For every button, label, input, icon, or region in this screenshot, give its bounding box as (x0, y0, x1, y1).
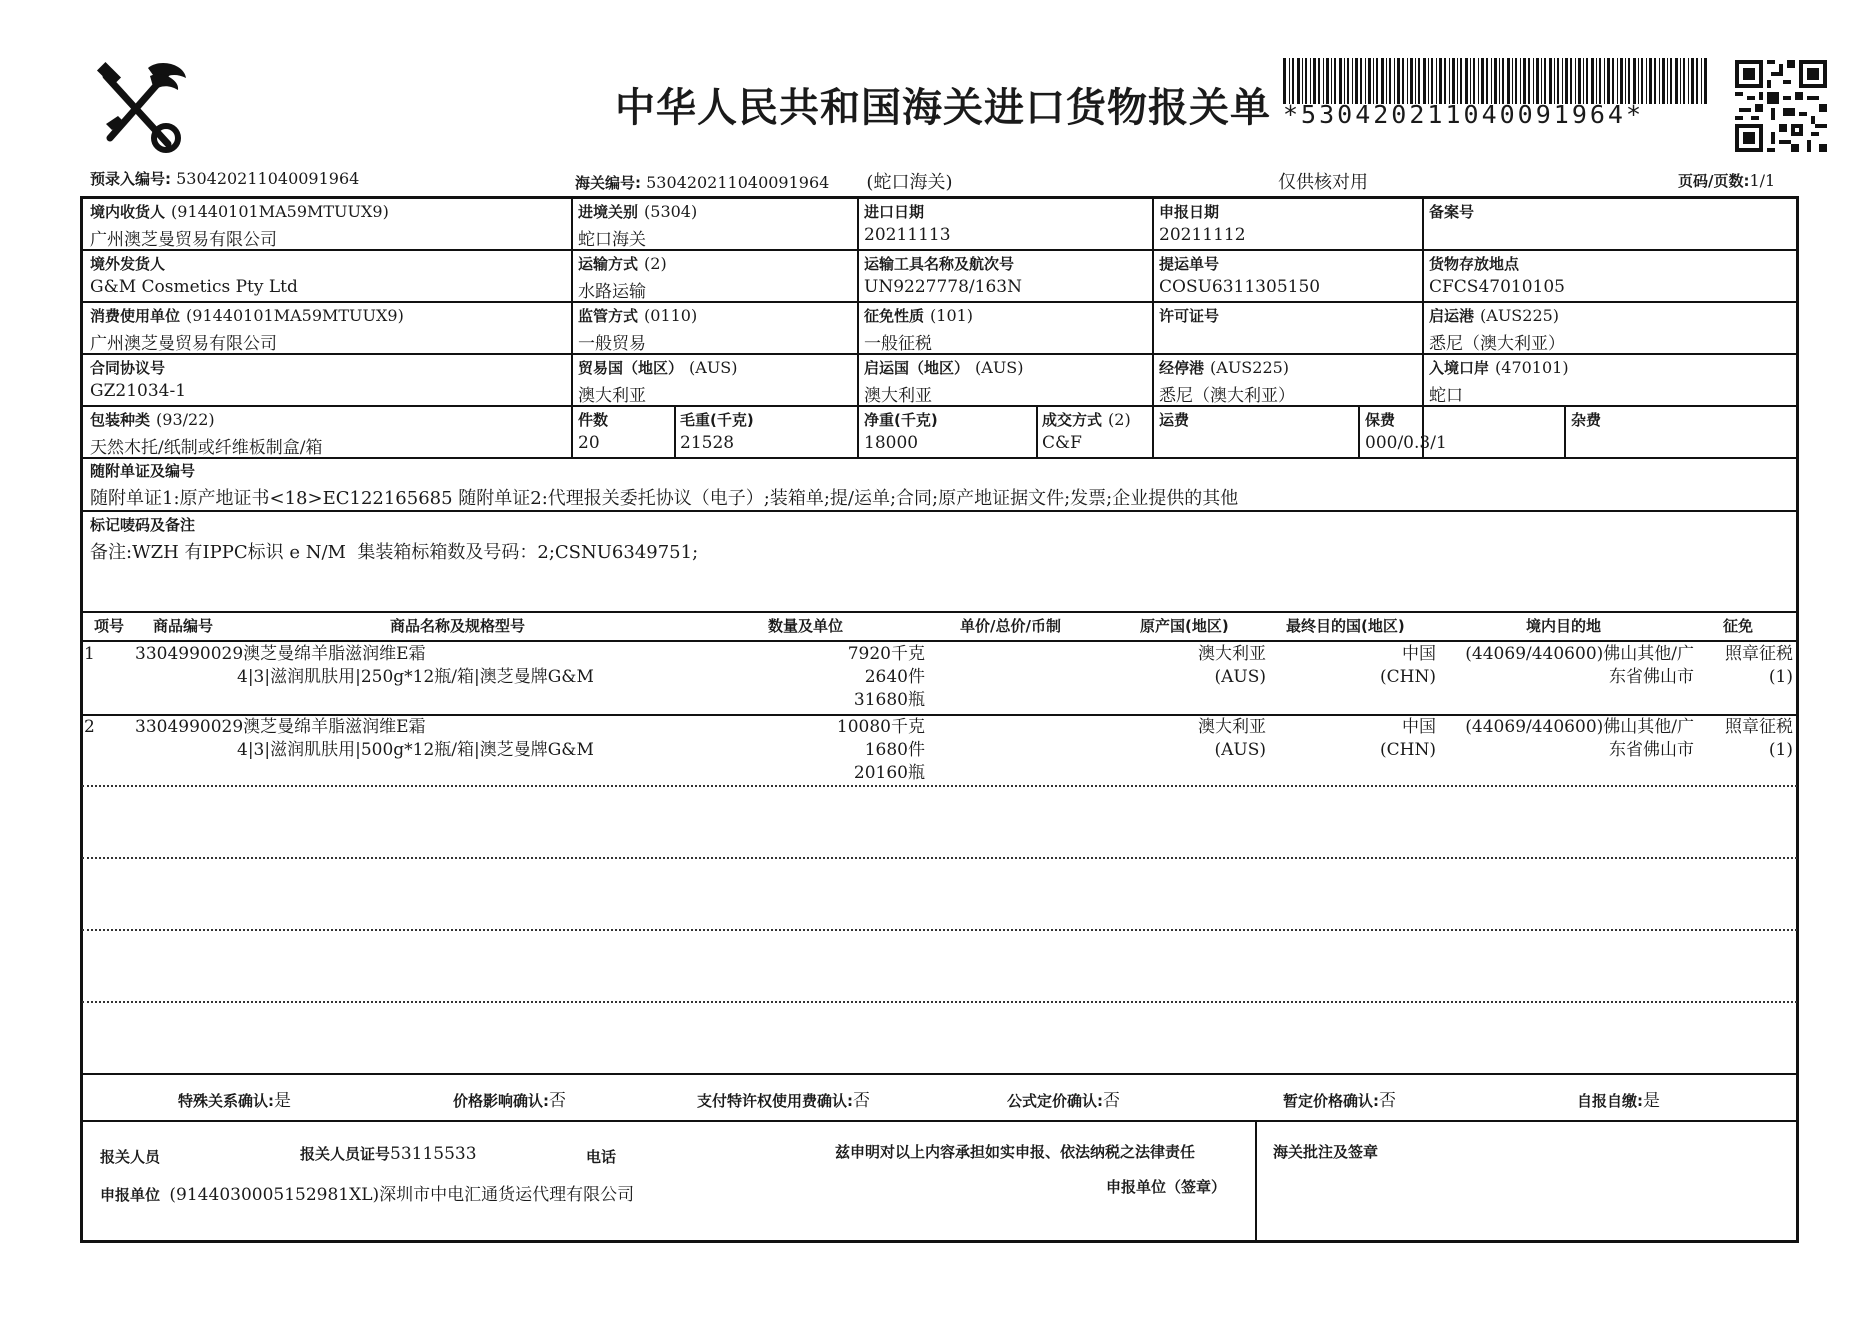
consignee-cell (90, 201, 389, 250)
transit-port-label: 经停港 (1159, 359, 1205, 377)
supervision-label: 监管方式 (578, 307, 639, 325)
barcode (1283, 58, 1709, 104)
row-domestic-dest: (44069/440600)佛山其他/广 (1465, 644, 1694, 664)
pieces-label: 件数 (578, 411, 609, 429)
special-relation-value: 是 (274, 1091, 291, 1111)
vessel-cell (864, 253, 1022, 297)
storage-place-value: CFCS47010105 (1429, 277, 1565, 297)
bill-no-cell (1159, 253, 1320, 297)
col-quantity: 数量及单位 (768, 617, 844, 635)
deal-mode-value: C&F (1042, 433, 1082, 453)
declaring-unit (100, 1180, 634, 1205)
entry-port-value: 蛇口海关 (578, 230, 646, 250)
license-no-cell (1159, 305, 1219, 329)
departure-country-label: 启运国（地区） (864, 359, 970, 377)
phone-label: 电话 (586, 1148, 617, 1166)
contract-no-cell (90, 357, 186, 401)
deal-mode-cell (1042, 409, 1131, 453)
col-domestic-dest: 境内目的地 (1526, 617, 1602, 635)
row-qty-bottles: 31680瓶 (853, 690, 925, 710)
deal-mode-code: (2) (1108, 410, 1131, 429)
documents-label: 随附单证及编号 (90, 462, 196, 480)
row-item-no: 1 (84, 644, 95, 664)
row-spec: 4|3|滋润肌肤用|250g*12瓶/箱|澳芝曼牌G&M (237, 667, 594, 687)
departure-country-code: (AUS) (975, 358, 1024, 377)
misc-cell (1571, 409, 1601, 433)
trade-country-label: 贸易国（地区） (578, 359, 684, 377)
levy-nature-value: 一般征税 (864, 334, 932, 354)
special-relation-label: 特殊关系确认: (178, 1092, 274, 1110)
row-qty-pieces: 1680件 (864, 740, 925, 760)
supervision-cell (578, 305, 697, 354)
barcode-graphic (1283, 58, 1709, 104)
insurance-label: 保费 (1365, 411, 1396, 429)
pre-entry-value: 530420211040091964 (176, 169, 360, 188)
consignee-code: (91440101MA59MTUUX9) (171, 202, 389, 221)
entry-port-code: (5304) (644, 202, 698, 221)
entry-place-label: 入境口岸 (1429, 359, 1490, 377)
transport-mode-code: (2) (644, 254, 667, 273)
pre-entry-number (90, 168, 359, 189)
col-item-no: 项号 (94, 617, 125, 635)
declare-date-value: 20211112 (1159, 225, 1246, 245)
provisional-price-value: 否 (1379, 1091, 1396, 1111)
documents-value: 随附单证1:原产地证书<18>EC122165685 随附单证2:代理报关委托协议（电子）;装箱单;提/运单;合同;原产地证据文件;发票;企业提供的其他 (90, 488, 1239, 509)
page-title: 中华人民共和国海关进口货物报关单 (615, 85, 1271, 131)
transport-mode-label: 运输方式 (578, 255, 639, 273)
departure-port-cell (1429, 305, 1565, 354)
package-type-code: (93/22) (156, 410, 215, 429)
provisional-price-label: 暂定价格确认: (1283, 1092, 1379, 1110)
row-levy-code: (1) (1768, 667, 1793, 687)
shipper-label: 境外发货人 (90, 255, 166, 273)
transport-mode-cell (578, 253, 667, 302)
row-qty-bottles: 20160瓶 (853, 763, 925, 783)
consumer-cell (90, 305, 404, 354)
bill-no-label: 提运单号 (1159, 255, 1220, 273)
check-only-note: 仅供核对用 (1278, 172, 1368, 193)
row-levy-code: (1) (1768, 740, 1793, 760)
col-commodity-name: 商品名称及规格型号 (390, 617, 526, 635)
gross-weight-value: 21528 (680, 433, 735, 453)
page-label: 页码/页数: (1678, 172, 1750, 190)
declarant-cert (300, 1143, 477, 1164)
vessel-label: 运输工具名称及航次号 (864, 255, 1015, 273)
row-origin-code: (AUS) (1214, 740, 1266, 760)
self-report-label: 自报自缴: (1577, 1092, 1643, 1110)
supervision-code: (0110) (644, 306, 698, 325)
contract-no-label: 合同协议号 (90, 359, 166, 377)
special-relation-confirm (178, 1086, 291, 1111)
transit-port-value: 悉尼（澳大利亚） (1159, 386, 1295, 406)
trade-country-code: (AUS) (689, 358, 738, 377)
departure-country-cell (864, 357, 1024, 406)
net-weight-label: 净重(千克) (864, 411, 938, 429)
departure-country-value: 澳大利亚 (864, 386, 932, 406)
gross-weight-label: 毛重(千克) (680, 411, 754, 429)
declare-date-cell (1159, 201, 1246, 245)
remarks-value: 备注:WZH 有IPPC标识 e N/M 集装箱标箱数及号码：2;CSNU6349751; (90, 542, 699, 563)
consumer-label: 消费使用单位 (90, 307, 181, 325)
row-dest-country: 中国 (1402, 717, 1436, 737)
supervision-value: 一般贸易 (578, 334, 646, 354)
license-no-label: 许可证号 (1159, 307, 1220, 325)
departure-port-label: 启运港 (1429, 307, 1475, 325)
package-type-label: 包装种类 (90, 411, 151, 429)
royalty-value: 否 (853, 1091, 870, 1111)
storage-place-label: 货物存放地点 (1429, 255, 1520, 273)
declarant-cert-label: 报关人员证号 (300, 1145, 391, 1163)
entry-place-value: 蛇口 (1429, 386, 1463, 406)
package-type-cell (90, 409, 322, 458)
row-origin: 澳大利亚 (1198, 717, 1266, 737)
self-report-confirm (1577, 1086, 1660, 1111)
import-date-label: 进口日期 (864, 203, 925, 221)
documents-cell (90, 460, 1238, 510)
qr-code (1735, 60, 1827, 152)
row-domestic-dest: (44069/440600)佛山其他/广 (1465, 717, 1694, 737)
transit-port-cell (1159, 357, 1295, 406)
row-levy: 照章征税 (1725, 717, 1793, 737)
customs-no-label: 海关编号: (575, 174, 641, 192)
row-code-name: 3304990029澳芝曼绵羊脂滋润维E霜 (135, 717, 426, 737)
declarant-label: 报关人员 (100, 1148, 161, 1166)
col-dest-country: 最终目的国(地区) (1286, 617, 1405, 635)
col-price: 单价/总价/币制 (960, 617, 1061, 635)
declaring-unit-seal: 申报单位（签章） (1106, 1178, 1227, 1196)
price-influence-label: 价格影响确认: (453, 1092, 549, 1110)
formula-price-confirm (1007, 1086, 1120, 1111)
shipper-cell (90, 253, 298, 297)
vessel-value: UN9227778/163N (864, 277, 1022, 297)
insurance-value: 000/0.3/1 (1365, 433, 1447, 453)
row-code-name: 3304990029澳芝曼绵羊脂滋润维E霜 (135, 644, 426, 664)
deal-mode-label: 成交方式 (1042, 411, 1103, 429)
row-spec: 4|3|滋润肌肤用|500g*12瓶/箱|澳芝曼牌G&M (237, 740, 594, 760)
row-domestic-dest-2: 东省佛山市 (1609, 667, 1694, 687)
pieces-value: 20 (578, 433, 600, 453)
trade-country-value: 澳大利亚 (578, 386, 646, 406)
transport-mode-value: 水路运输 (578, 282, 646, 302)
declarant-cert-value: 53115533 (390, 1144, 477, 1164)
row-dest-country-code: (CHN) (1380, 740, 1436, 760)
row-qty-pieces: 2640件 (864, 667, 925, 687)
customs-approval-label: 海关批注及签章 (1273, 1143, 1379, 1161)
customs-number (575, 168, 952, 194)
royalty-confirm (697, 1086, 870, 1111)
consignee-label: 境内收货人 (90, 203, 166, 221)
row-levy: 照章征税 (1725, 644, 1793, 664)
page-number (1678, 170, 1775, 191)
row-qty-weight: 7920千克 (847, 644, 925, 664)
levy-nature-cell (864, 305, 973, 354)
row-item-no: 2 (84, 717, 95, 737)
legal-statement: 兹申明对以上内容承担如实申报、依法纳税之法律责任 (835, 1143, 1196, 1161)
departure-port-value: 悉尼（澳大利亚） (1429, 334, 1565, 354)
import-date-value: 20211113 (864, 225, 951, 245)
import-date-cell (864, 201, 951, 245)
remarks-cell (90, 514, 698, 564)
customs-no-value: 530420211040091964 (646, 173, 830, 192)
self-report-value: 是 (1643, 1091, 1660, 1111)
record-no-cell (1429, 201, 1474, 225)
levy-nature-code: (101) (930, 306, 974, 325)
pieces-cell (578, 409, 608, 453)
col-commodity-code: 商品编号 (153, 617, 214, 635)
bill-no-value: COSU6311305150 (1159, 277, 1321, 297)
row-dest-country-code: (CHN) (1380, 667, 1436, 687)
consignee-value: 广州澳芝曼贸易有限公司 (90, 230, 277, 250)
insurance-cell (1365, 409, 1447, 453)
provisional-price-confirm (1283, 1086, 1396, 1111)
remarks-label: 标记唛码及备注 (90, 516, 196, 534)
record-no-label: 备案号 (1429, 203, 1475, 221)
customs-office: (蛇口海关) (866, 172, 953, 193)
freight-cell (1159, 409, 1189, 433)
net-weight-value: 18000 (864, 433, 919, 453)
storage-place-cell (1429, 253, 1565, 297)
customs-emblem-icon (88, 58, 188, 158)
entry-port-cell (578, 201, 697, 250)
departure-port-code: (AUS225) (1480, 306, 1560, 325)
pre-entry-label: 预录入编号: (90, 170, 171, 188)
col-levy: 征免 (1723, 617, 1754, 635)
row-qty-weight: 10080千克 (836, 717, 925, 737)
row-origin-code: (AUS) (1214, 667, 1266, 687)
gross-weight-cell (680, 409, 754, 453)
barcode-text: *530420211040091964* (1283, 100, 1645, 129)
trade-country-cell (578, 357, 738, 406)
contract-no-value: GZ21034-1 (90, 381, 187, 401)
royalty-label: 支付特许权使用费确认: (697, 1092, 853, 1110)
entry-place-code: (470101) (1495, 358, 1569, 377)
row-domestic-dest-2: 东省佛山市 (1609, 740, 1694, 760)
package-type-value: 天然木托/纸制或纤维板制盒/箱 (90, 438, 323, 458)
declaring-unit-value: (9144030005152981XL)深圳市中电汇通货运代理有限公司 (169, 1185, 635, 1205)
row-origin: 澳大利亚 (1198, 644, 1266, 664)
price-influence-confirm (453, 1086, 566, 1111)
entry-place-cell (1429, 357, 1569, 406)
formula-price-value: 否 (1103, 1091, 1120, 1111)
declaring-unit-label: 申报单位 (100, 1186, 161, 1204)
formula-price-label: 公式定价确认: (1007, 1092, 1103, 1110)
shipper-value: G&M Cosmetics Pty Ltd (90, 277, 298, 297)
consumer-value: 广州澳芝曼贸易有限公司 (90, 334, 277, 354)
customs-emblem (88, 58, 188, 158)
row-dest-country: 中国 (1402, 644, 1436, 664)
declare-date-label: 申报日期 (1159, 203, 1220, 221)
qr-code-icon (1735, 60, 1827, 152)
page-value: 1/1 (1749, 171, 1776, 190)
price-influence-value: 否 (549, 1091, 566, 1111)
freight-label: 运费 (1159, 411, 1190, 429)
net-weight-cell (864, 409, 938, 453)
entry-port-label: 进境关别 (578, 203, 639, 221)
col-origin: 原产国(地区) (1140, 617, 1229, 635)
transit-port-code: (AUS225) (1210, 358, 1290, 377)
consumer-code: (91440101MA59MTUUX9) (186, 306, 404, 325)
levy-nature-label: 征免性质 (864, 307, 925, 325)
misc-label: 杂费 (1571, 411, 1602, 429)
